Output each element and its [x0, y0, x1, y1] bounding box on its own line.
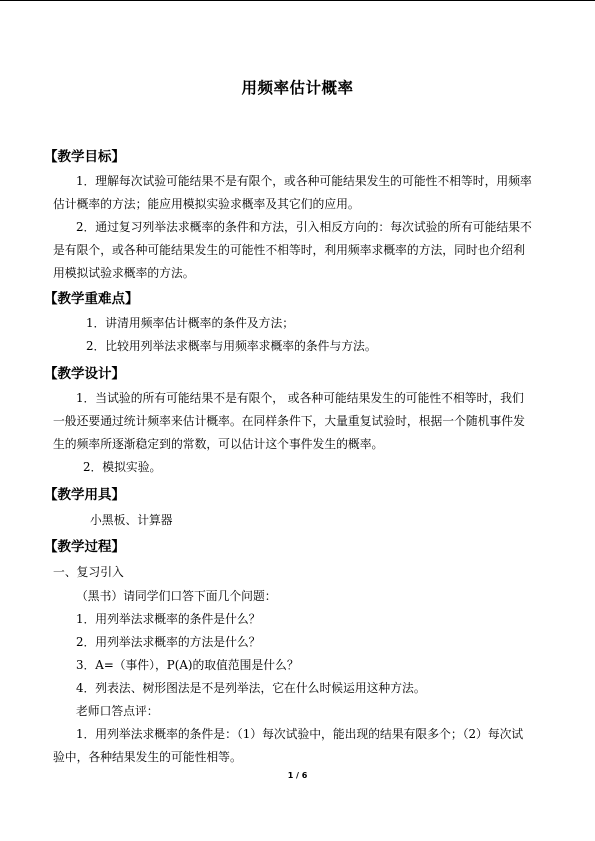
paragraph-line: 2．用列举法求概率的方法是什么？	[76, 635, 261, 649]
paragraph-line: 一、复习引入	[53, 565, 124, 579]
paragraph-line: 老师口答点评：	[76, 704, 159, 718]
paragraph-line: 估计概率的方法；能应用模拟实验求概率及其它们的应用。	[53, 197, 360, 211]
paragraph-line: 4．列表法、树形图法是不是列举法，它在什么时候运用这种方法。	[76, 681, 426, 695]
paragraph-line: 1．用列举法求概率的条件是什么？	[76, 612, 261, 626]
document-title: 用频率估计概率	[241, 79, 354, 97]
page-number: 1 / 6	[287, 771, 308, 780]
paragraph-line: 小黑板、计算器	[90, 513, 173, 527]
paragraph-line: 是有限个，或各种可能结果发生的可能性不相等时，利用频率求概率的方法，同时也介绍利	[53, 243, 525, 257]
paragraph-line: 2．通过复习列举法求概率的条件和方法，引入相反方向的：每次试验的所有可能结果不	[76, 220, 532, 234]
paragraph-line: 验中，各种结果发生的可能性相等。	[53, 750, 242, 764]
paragraph-line: 3．A=（事件），P(A)的取值范围是什么？	[76, 658, 299, 672]
paragraph-line: 2．比较用列举法求概率与用频率求概率的条件与方法。	[86, 339, 377, 353]
paragraph-line: 1．理解每次试验可能结果不是有限个，或各种可能结果发生的可能性不相等时，用频率	[76, 174, 532, 188]
paragraph-line: 用模拟试验求概率的方法。	[53, 266, 195, 280]
paragraph-line: （黑书）请同学们口答下面几个问题：	[76, 589, 277, 603]
paragraph-line: 1．讲清用频率估计概率的条件及方法；	[86, 316, 295, 330]
section-heading-key-points: 【教学重难点】	[44, 291, 139, 307]
section-heading-tools: 【教学用具】	[44, 487, 125, 503]
section-heading-design: 【教学设计】	[44, 366, 125, 382]
paragraph-line: 2．模拟实验。	[83, 460, 162, 474]
section-heading-process: 【教学过程】	[44, 539, 125, 555]
paragraph-line: 一般还要通过统计频率来估计概率。在同样条件下，大量重复试验时，根据一个随机事件发	[53, 414, 525, 428]
paragraph-line: 1．用列举法求概率的条件是：（1）每次试验中，能出现的结果有限多个；（2）每次试	[76, 727, 524, 741]
paragraph-line: 1．当试验的所有可能结果不是有限个， 或各种可能结果发生的可能性不相等时，我们	[76, 391, 524, 405]
paragraph-line: 生的频率所逐渐稳定到的常数，可以估计这个事件发生的概率。	[53, 437, 384, 451]
section-heading-objectives: 【教学目标】	[44, 149, 125, 165]
